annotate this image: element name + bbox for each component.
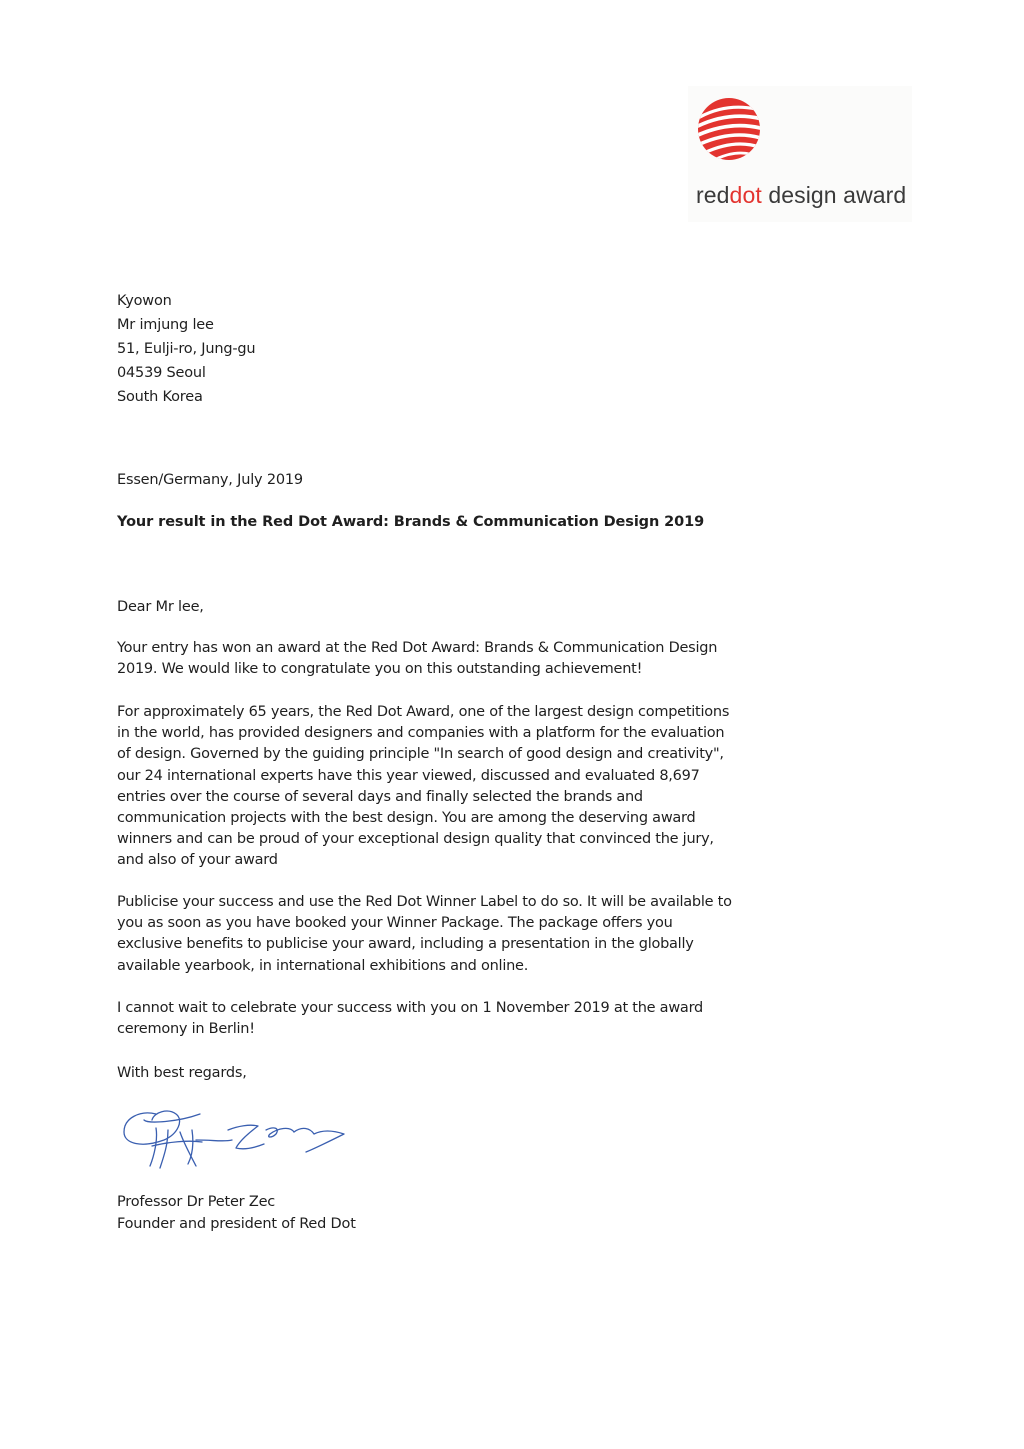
address-line: Mr imjung lee [117,317,214,333]
paragraph-line: 2019. We would like to congratulate you on this outstanding achievement! [117,661,643,678]
handwritten-signature [118,1100,358,1175]
closing-phrase: With best regards, [117,1065,247,1081]
body-paragraph-2 [117,702,730,872]
paragraph-line: of design. Governed by the guiding principle "In search of good design and creativity", [117,746,724,763]
paragraph-line: ceremony in Berlin! [117,1021,255,1038]
signer-name: Professor Dr Peter Zec [117,1194,276,1210]
logo-text-design-award: design award [761,182,907,208]
address-line: Kyowon [117,293,172,309]
signer-title: Founder and president of Red Dot [117,1215,356,1232]
paragraph-line: you as soon as you have booked your Winner Package. The package offers you [117,915,673,932]
paragraph-line: communication projects with the best design. You are among the deserving award [117,810,696,827]
address-line: South Korea [117,389,203,405]
letter-subject: Your result in the Red Dot Award: Brands & Communication Design 2019 [117,514,705,530]
paragraph-line: winners and can be proud of your exceptional design quality that convinced the jury, [117,831,714,848]
paragraph-line: and also of your award [117,852,278,869]
reddot-logo-mark [696,95,764,163]
paragraph-line: I cannot wait to celebrate your success with you on 1 November 2019 at the award [117,1000,703,1016]
reddot-logo [688,86,912,222]
signer-block [117,1192,356,1235]
body-paragraph-3 [117,892,732,977]
salutation: Dear Mr lee, [117,599,204,615]
paragraph-line: Publicise your success and use the Red Dot Winner Label to do so. It will be available to [117,894,732,910]
reddot-logo-wordmark [696,182,906,209]
address-line: 51, Eulji-ro, Jung-gu [117,341,256,357]
recipient-address [117,289,255,409]
paragraph-line: exclusive benefits to publicise your award, including a presentation in the globally [117,936,694,953]
paragraph-line: our 24 international experts have this year viewed, discussed and evaluated 8,697 [117,767,700,784]
body-paragraph-1 [117,638,717,680]
logo-text-dot: dot [729,182,762,208]
logo-text-red: red [696,182,730,208]
paragraph-line: in the world, has provided designers and companies with a platform for the evaluation [117,725,725,742]
place-date-line: Essen/Germany, July 2019 [117,472,303,488]
body-paragraph-4 [117,998,717,1040]
paragraph-line: available yearbook, in international exhibitions and online. [117,957,529,974]
address-line: 04539 Seoul [117,365,206,381]
paragraph-line: For approximately 65 years, the Red Dot Award, one of the largest design competitions [117,704,730,720]
paragraph-line: entries over the course of several days and finally selected the brands and [117,788,643,805]
paragraph-line: Your entry has won an award at the Red Dot Award: Brands & Communication Design [117,640,718,656]
